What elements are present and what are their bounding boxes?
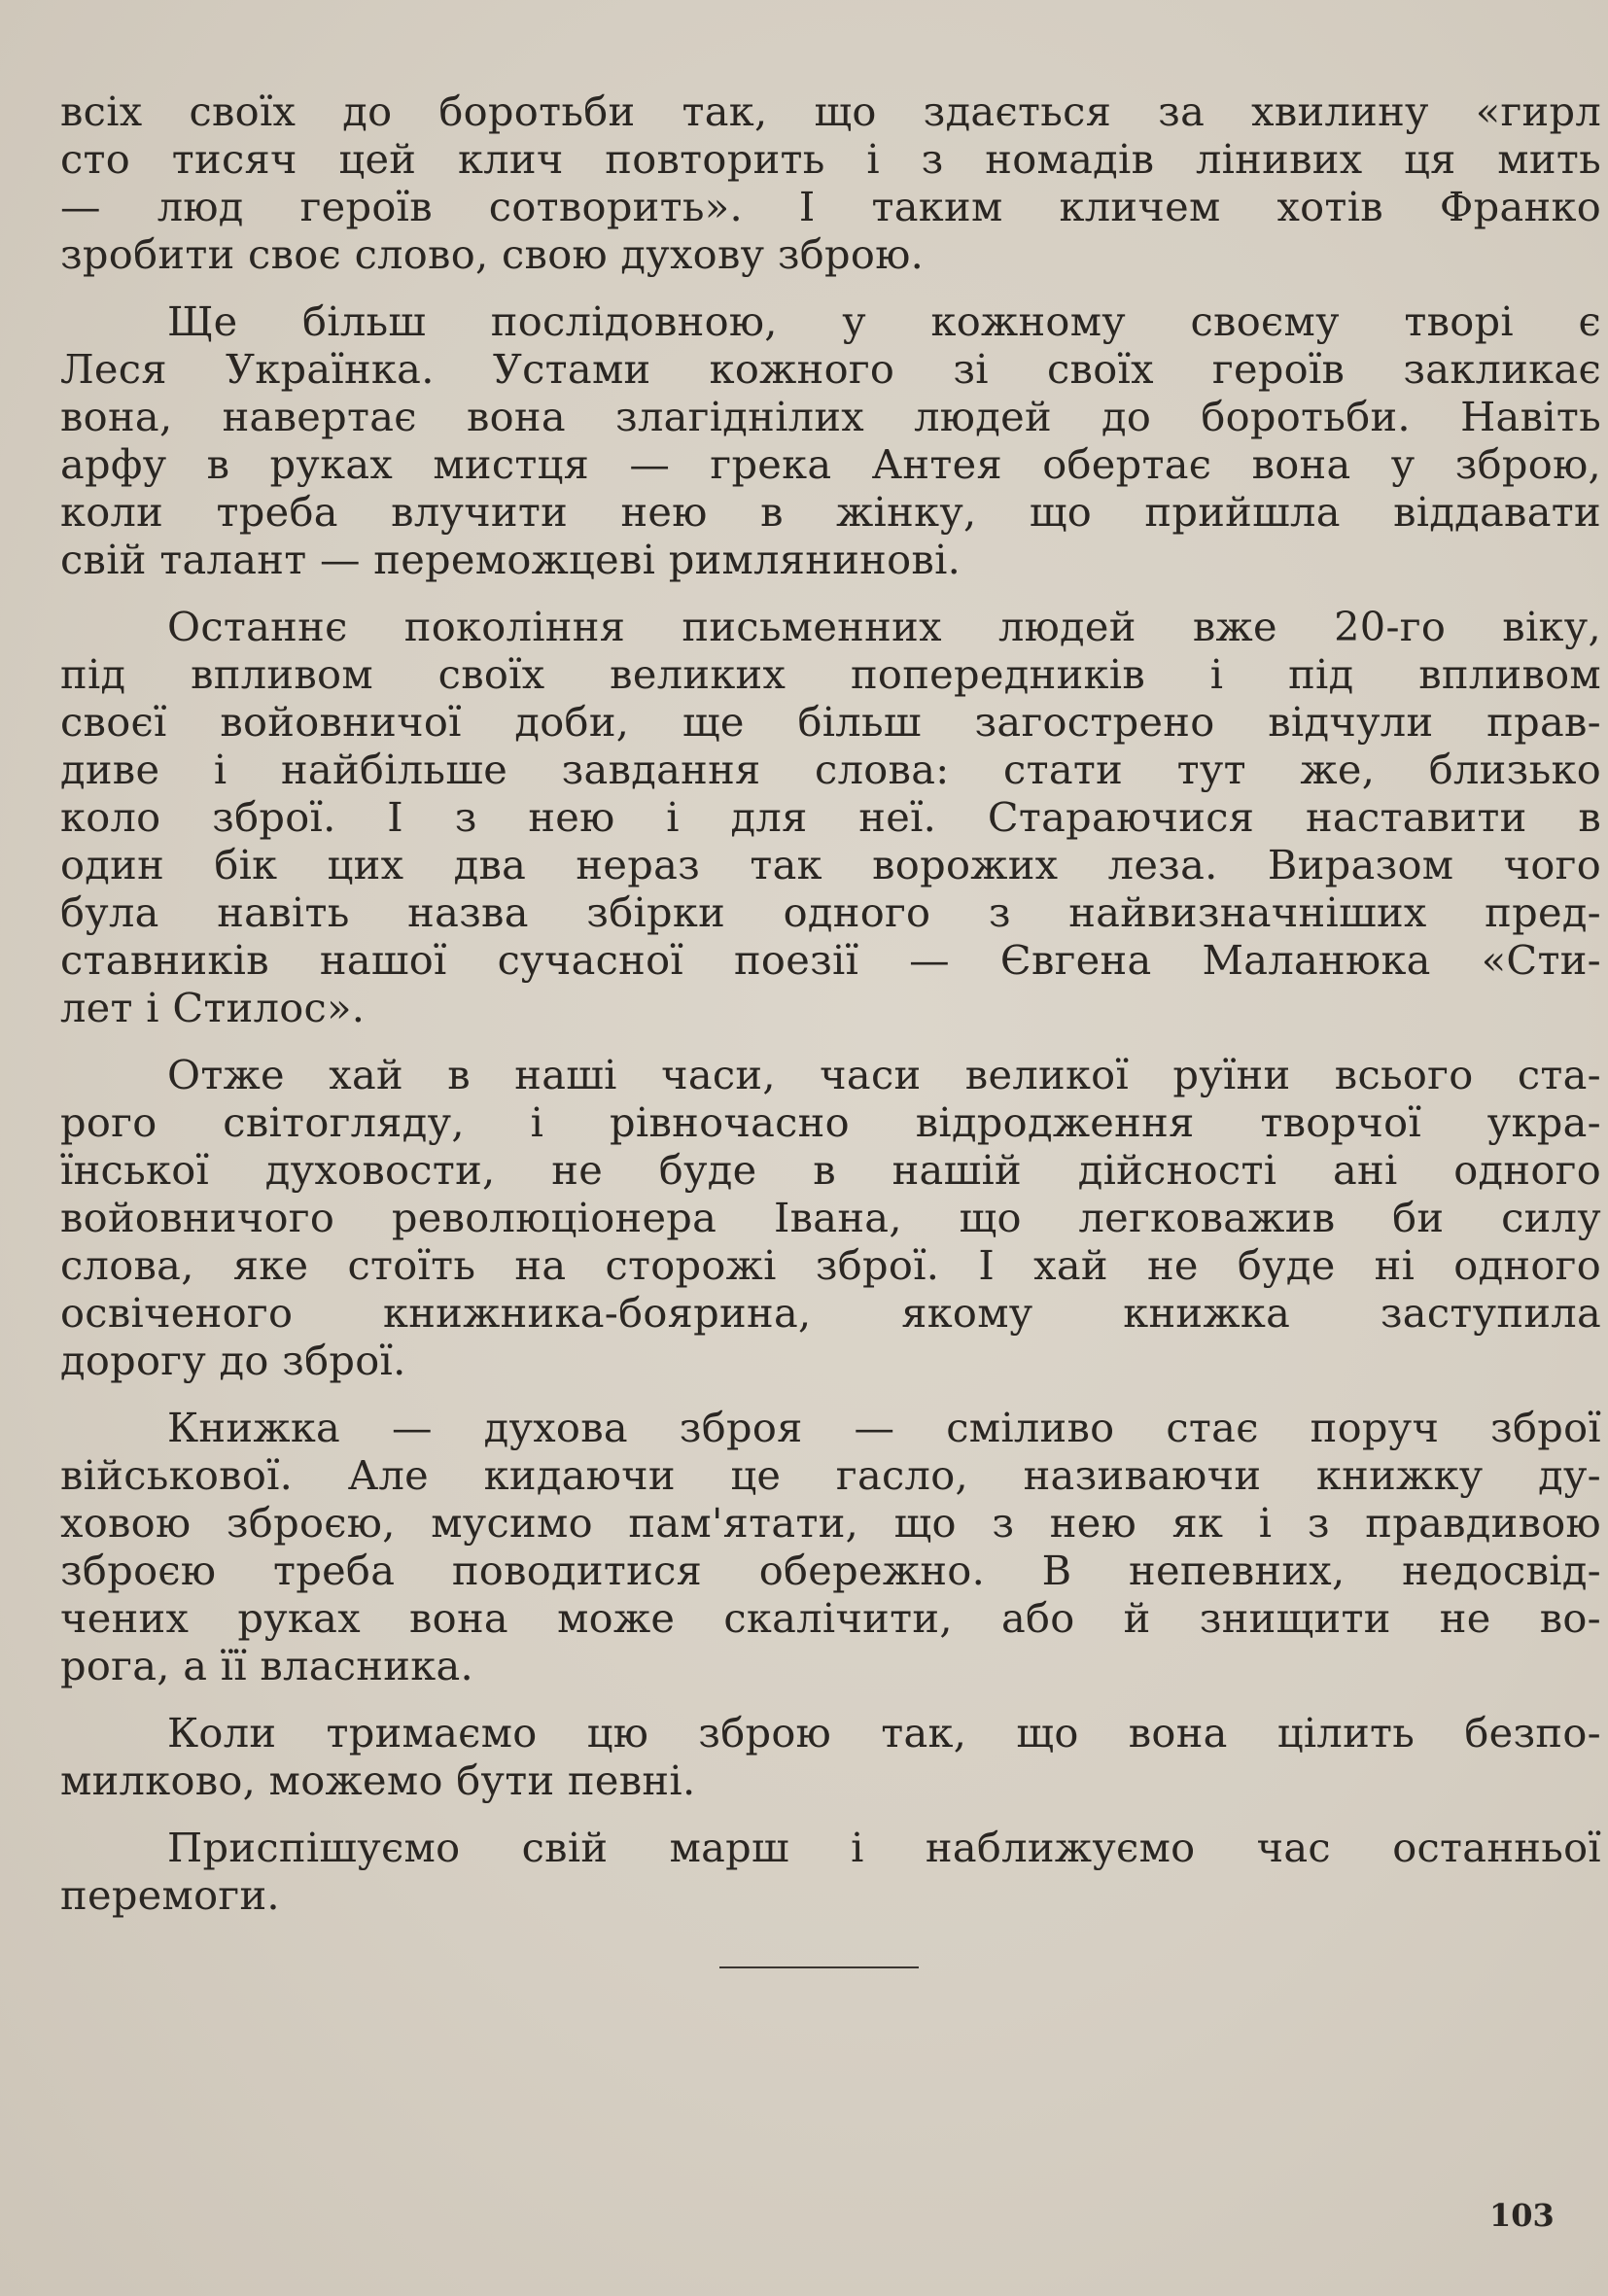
paragraph <box>60 1824 1601 1919</box>
text-line: їнської духовости, не буде в нашій дійсності ані одного <box>60 1146 1601 1194</box>
paragraph <box>60 87 1601 278</box>
text-line: сто тисяч цей клич повторить і з номадів лінивих ця мить <box>60 135 1601 183</box>
text-line: військової. Але кидаючи це гасло, називаючи книжку ду- <box>60 1451 1601 1499</box>
text-line: Останнє покоління письменних людей вже 20-го віку, <box>167 603 1601 650</box>
paragraph <box>60 603 1601 1031</box>
text-line: Отже хай в наші часи, часи великої руїни всього ста- <box>167 1051 1601 1098</box>
text-line: коло зброї. І з нею і для неї. Стараючися наставити в <box>60 793 1601 841</box>
text-line: рого світогляду, і рівночасно відродження творчої укра- <box>60 1098 1601 1146</box>
text-line: — люд героїв сотворить». І таким кличем хотів Франко <box>60 183 1601 230</box>
text-line: освіченого книжника-боярина, якому книжка заступила <box>60 1289 1601 1337</box>
text-line: зброєю треба поводитися обережно. В непевних, недосвід- <box>60 1547 1601 1594</box>
text-line: Приспішуємо свій марш і наближуємо час останньої <box>167 1824 1601 1871</box>
text-line: свій талант — переможцеві римлянинові. <box>60 536 961 583</box>
text-line: войовничого революціонера Івана, що легковажив би силу <box>60 1194 1601 1241</box>
paragraph <box>60 297 1601 583</box>
text-line: один бік цих два нераз так ворожих леза. Виразом чого <box>60 841 1601 888</box>
page-number: 103 <box>1489 2197 1555 2234</box>
text-line: Леся Українка. Устами кожного зі своїх героїв закликає <box>60 345 1601 393</box>
text-line: рога, а її власника. <box>60 1642 473 1689</box>
body-text <box>60 87 1601 1919</box>
text-line: Книжка — духова зброя — сміливо стає поруч зброї <box>167 1404 1601 1451</box>
text-line: Ще більш послідовною, у кожному своєму творі є <box>167 297 1601 345</box>
paragraph <box>60 1404 1601 1689</box>
text-line: була навіть назва збірки одного з найвизначніших пред- <box>60 888 1601 936</box>
text-line: лет і Стилос». <box>60 984 366 1031</box>
text-line: коли треба влучити нею в жінку, що прийшла віддавати <box>60 488 1601 536</box>
text-line: перемоги. <box>60 1871 280 1919</box>
text-line: дорогу до зброї. <box>60 1337 406 1384</box>
text-line: зробити своє слово, свою духову зброю. <box>60 230 925 278</box>
paragraph <box>60 1051 1601 1384</box>
text-line: арфу в руках мистця — грека Антея обертає вона у зброю, <box>60 440 1601 488</box>
text-line: ховою зброєю, мусимо пам'ятати, що з нею як і з правдивою <box>60 1499 1601 1547</box>
text-line: чених руках вона може скалічити, або й знищити не во- <box>60 1594 1601 1642</box>
text-line: диве і найбільше завдання слова: стати тут же, близько <box>60 746 1601 793</box>
text-line: всіх своїх до боротьби так, що здається за хвилину «гирл <box>60 87 1601 135</box>
text-line: милково, можемо бути певні. <box>60 1757 696 1804</box>
text-line: слова, яке стоїть на сторожі зброї. І хай не буде ні одного <box>60 1241 1601 1289</box>
text-line: вона, навертає вона злагіднілих людей до боротьби. Навіть <box>60 393 1601 440</box>
text-line: своєї войовничої доби, ще більш загострено відчули прав- <box>60 698 1601 746</box>
text-line: Коли тримаємо цю зброю так, що вона цілить безпо- <box>167 1709 1601 1757</box>
text-line: ставників нашої сучасної поезії — Євгена Маланюка «Сти- <box>60 936 1601 984</box>
text-line: під впливом своїх великих попередників і під впливом <box>60 650 1601 698</box>
section-separator-rule <box>719 1966 919 1968</box>
paragraph <box>60 1709 1601 1804</box>
